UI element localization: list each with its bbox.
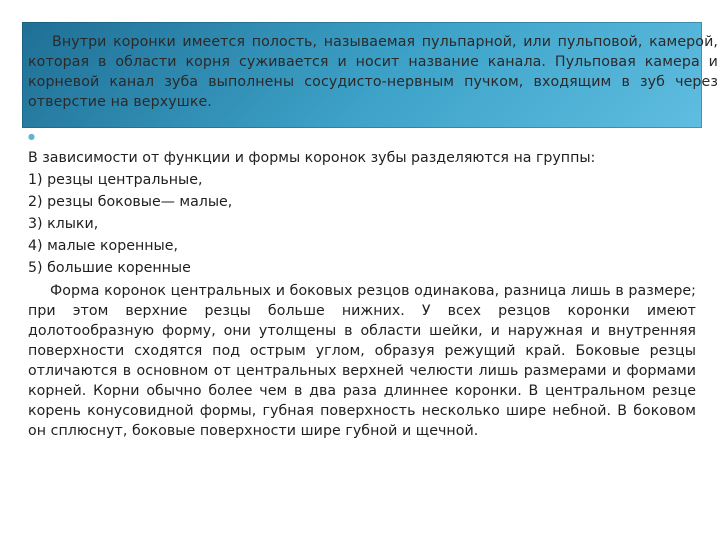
main-paragraph: Форма коронок центральных и боковых резцов одинакова, разница лишь в размере; при этом верхние резцы больше нижних. У всех резцов коронки имеют долотообразную форму, они утолщены в области шейки, и наружная и внутренняя поверхности сходятся под острым углом, образуя режущий край. Боковые резцы отличаются в основном от центральных верхней челюсти лишь размерами и формами корней. Корни обычно более чем в два раза длиннее коронки. В центральном резце корень конусовидной формы, губная поверхность несколько шире небной. В боковом он сплюснут, боковые поверхности шире губной и щечной.	[28, 283, 696, 439]
bullet-dot-icon: ●	[28, 132, 35, 141]
groups-heading: В зависимости от функции и формы коронок зубы разделяются на группы:	[28, 150, 596, 166]
group-item-4: 4) малые коренные,	[28, 238, 178, 254]
group-item-2: 2) резцы боковые— малые,	[28, 194, 233, 210]
group-item-5: 5) большие коренные	[28, 260, 191, 276]
highlight-box	[22, 22, 718, 128]
group-item-1: 1) резцы центральные,	[28, 172, 203, 188]
intro-paragraph: Внутри коронки имеется полость, называемая пульпарной, или пульповой, камерой, которая в области корня суживается и носит название канала. Пульповая камера и корневой канал зуба выполнены сосудисто-нервным пучком, входящим в зуб через отверстие на верхушке.	[28, 34, 718, 110]
main-content	[28, 148, 696, 441]
group-item-3: 3) клыки,	[28, 216, 99, 232]
